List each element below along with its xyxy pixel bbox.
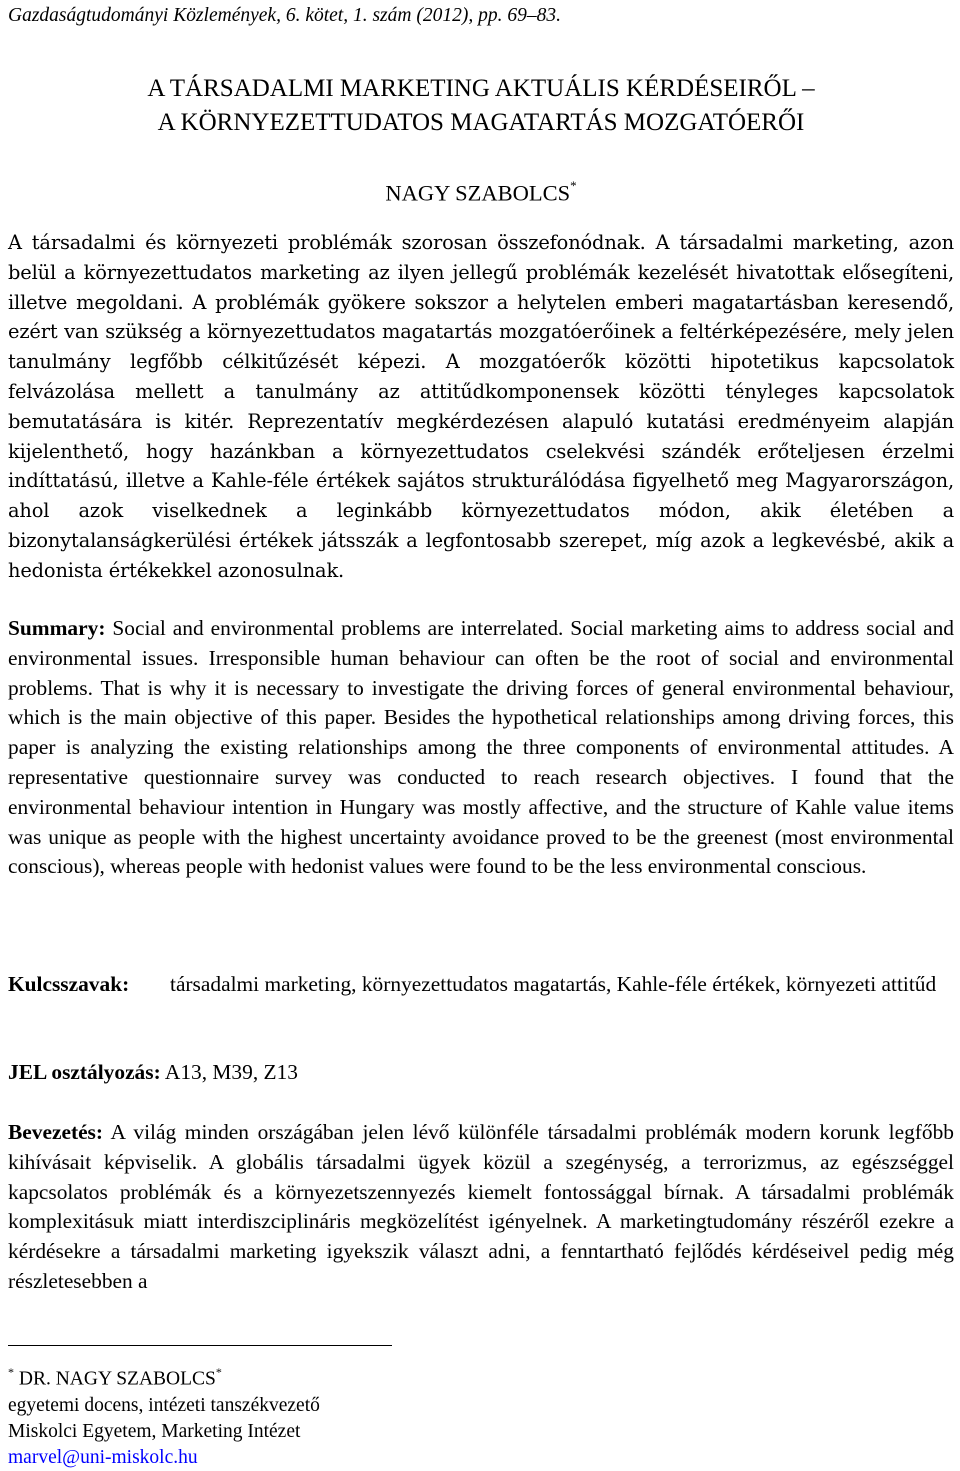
summary-label: Summary: (8, 616, 106, 640)
footnote-name-mark: * (215, 1365, 222, 1379)
introduction-label: Bevezetés: (8, 1120, 104, 1144)
english-summary (8, 614, 954, 882)
author-name: NAGY SZABOLCS (385, 180, 571, 206)
author-footnote (8, 1360, 320, 1471)
jel-codes: A13, M39, Z13 (164, 1060, 298, 1084)
journal-reference: Gazdaságtudományi Közlemények, 6. kötet, 1. szám (2012), pp. 69–83. (8, 5, 561, 26)
paper-title-line-1: A TÁRSADALMI MARKETING AKTUÁLIS KÉRDÉSEIRŐL – (147, 75, 815, 102)
jel-classification (8, 1058, 954, 1088)
jel-label: JEL osztályozás: (8, 1060, 161, 1084)
keywords-text: társadalmi marketing, környezettudatos magatartás, Kahle-féle értékek, környezeti attitűd (170, 972, 937, 996)
introduction-text: A világ minden országában jelen lévő különféle társadalmi problémák modern korunk legfőbb kihívásait képviselik. A globális társadalmi ügyek közül a szegénység, a terrorizmus, az egészséggel kapcsolatos problémák és a környezetszennyezés kiemelt fontossággal bírnak. A társadalmi problémák komplexitásuk miatt interdiszciplináris megközelítést igényelnek. A marketingtudomány részéről ezekre a kérdésekre a társadalmi marketing igyekszik választ adni, a fenntartható fejlődés kérdéseivel pedig még részletesebben a (8, 1120, 954, 1293)
footnote-position: egyetemi docens, intézeti tanszékvezető (8, 1394, 320, 1416)
footnote-mark: * (8, 1365, 14, 1379)
paper-title (8, 72, 954, 140)
paper-title-line-2: A KÖRNYEZETTUDATOS MAGATARTÁS MOZGATÓERŐI (157, 109, 805, 136)
hungarian-abstract: A társadalmi és környezeti problémák szorosan összefonódnak. A társadalmi marketing, azon belül a környezettudatos marketing az ilyen jellegű problémák kezelését hivatottak elősegíteni, illetve megoldani. A problémák gyökere sokszor a helytelen emberi magatartásban keresendő, ezért van szükség a környezettudatos magatartás mozgatóerőinek a feltérképezésére, mely jelen tanulmány legfőbb célkitűzését képezi. A mozgatóerők közötti hipotetikus kapcsolatok felvázolása mellett a tanulmány az attitűdkomponensek közötti tényleges kapcsolatok bemutatására is kitér. Reprezentatív megkérdezésen alapuló kutatási eredményeim alapján kijelenthető, hogy hazánkban a környezettudatos cselekvési szándék erőteljesen érzelmi indíttatású, illetve a Kahle-féle értékek sajátos strukturálódása figyelhető meg Magyarországon, ahol azok viselkednek a leginkább környezettudatos módon, akik életében a bizonytalanságkerülési értékek játsszák a legfontosabb szerepet, míg azok a legkevésbé, akik a hedonista értékekkel azonosulnak. (8, 231, 954, 582)
footnote-author-name: DR. NAGY SZABOLCS (18, 1368, 216, 1390)
author-footnote-mark[interactable]: * (570, 178, 577, 193)
footnote-affiliation: Miskolci Egyetem, Marketing Intézet (8, 1420, 301, 1442)
footnote-name-line (8, 1360, 320, 1393)
introduction-paragraph (8, 1118, 954, 1297)
footnote-divider (8, 1345, 392, 1346)
footnote-email-link[interactable]: marvel@uni-miskolc.hu (8, 1446, 198, 1468)
summary-text: Social and environmental problems are interrelated. Social marketing aims to address social and environmental issues. Irresponsible human behaviour can often be the root of social and environmental problems. That is why it is necessary to investigate the driving forces of general environmental behaviour, which is the main objective of this paper. Besides the hypothetical relationships among driving forces, this paper is analyzing the existing relationships among the three components of environmental attitudes. A representative questionnaire survey was conducted to reach research objectives. I found that the environmental behaviour intention in Hungary was mostly affective, and the structure of Kahle value items was unique as people with the highest uncertainty avoidance proved to be the greenest (most environmental conscious), whereas people with hedonist values were found to be the less environmental conscious. (8, 616, 954, 879)
keywords-section (8, 970, 954, 1000)
author-line (8, 174, 954, 208)
keywords-label: Kulcsszavak: (8, 972, 130, 996)
